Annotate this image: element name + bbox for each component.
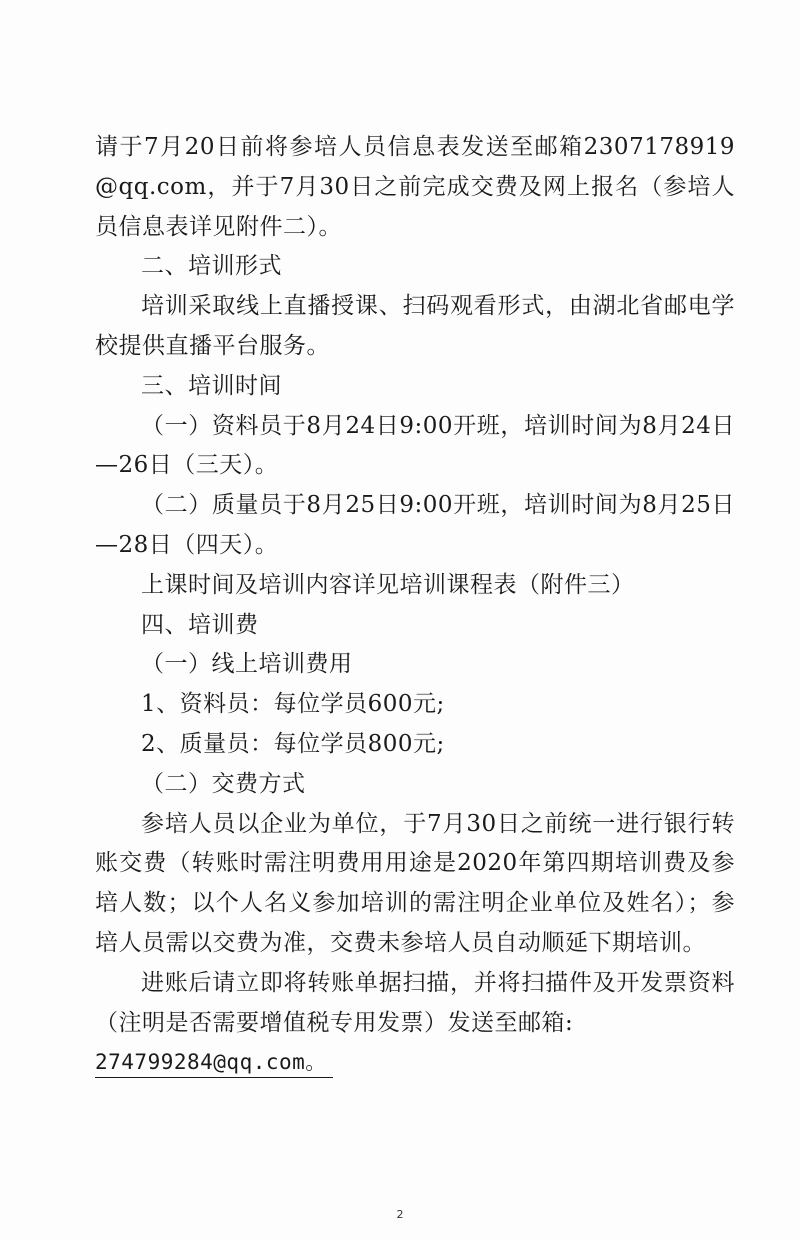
- paragraph-payment-details: [95, 805, 735, 964]
- subheading-payment-method-text: （二）交费方式: [141, 770, 306, 797]
- subheading-payment-method: [95, 765, 735, 805]
- paragraph-payment-details-text: 参培人员以企业为单位，于7月30日之前统一进行银行转账交费（转账时需注明费用用途是2020年第四期培训费及参培人数；以个人名义参加培训的需注明企业单位及姓名）；参培人员需以交费为准，交费未参培人员自动顺延下期培训。: [95, 810, 735, 956]
- heading-training-fee: [95, 606, 735, 646]
- heading-training-format: [95, 247, 735, 287]
- subheading-online-fee: [95, 645, 735, 685]
- paragraph-training-format-text: 培训采取线上直播授课、扫码观看形式，由湖北省邮电学校提供直播平台服务。: [95, 293, 735, 359]
- paragraph-time-clerk-text: （一）资料员于8月24日9:00开班，培训时间为8月24日—26日（三天）。: [95, 412, 735, 479]
- paragraph-time-quality: [95, 486, 735, 566]
- fee-item-quality: [95, 725, 735, 765]
- fee-item-clerk-text: 1、资料员：每位学员600元;: [141, 691, 445, 718]
- paragraph-registration: [95, 128, 735, 247]
- paragraph-schedule-note: [95, 566, 735, 606]
- paragraph-time-clerk: [95, 407, 735, 487]
- paragraph-time-quality-text: （二）质量员于8月25日9:00开班，培训时间为8月25日—28日（四天）。: [95, 492, 735, 558]
- fee-item-clerk: [95, 685, 735, 725]
- paragraph-invoice-instructions: [95, 964, 735, 1044]
- paragraph-registration-text: 请于7月20日前将参培人员信息表发送至邮箱2307178919@qq.com，并于7月30日之前完成交费及网上报名（参培人员信息表详见附件二）。: [95, 134, 735, 240]
- invoice-email-link[interactable]: 274799284@qq.com。: [95, 1047, 333, 1078]
- heading-training-time: [95, 367, 735, 407]
- paragraph-schedule-note-text: 上课时间及培训内容详见培训课程表（附件三）: [141, 571, 635, 598]
- heading-training-format-text: 二、培训形式: [141, 253, 282, 280]
- document-body: [95, 128, 735, 1083]
- fee-item-quality-text: 2、质量员：每位学员800元;: [141, 730, 445, 757]
- paragraph-invoice-instructions-text: 进账后请立即将转账单据扫描，并将扫描件及开发票资料（注明是否需要增值税专用发票）发送至邮箱:: [95, 969, 735, 1036]
- paragraph-training-format: [95, 287, 735, 367]
- page-number: 2: [396, 1208, 404, 1221]
- email-line: [95, 1043, 735, 1083]
- heading-training-time-text: 三、培训时间: [141, 372, 282, 399]
- subheading-online-fee-text: （一）线上培训费用: [141, 651, 353, 678]
- heading-training-fee-text: 四、培训费: [141, 611, 259, 638]
